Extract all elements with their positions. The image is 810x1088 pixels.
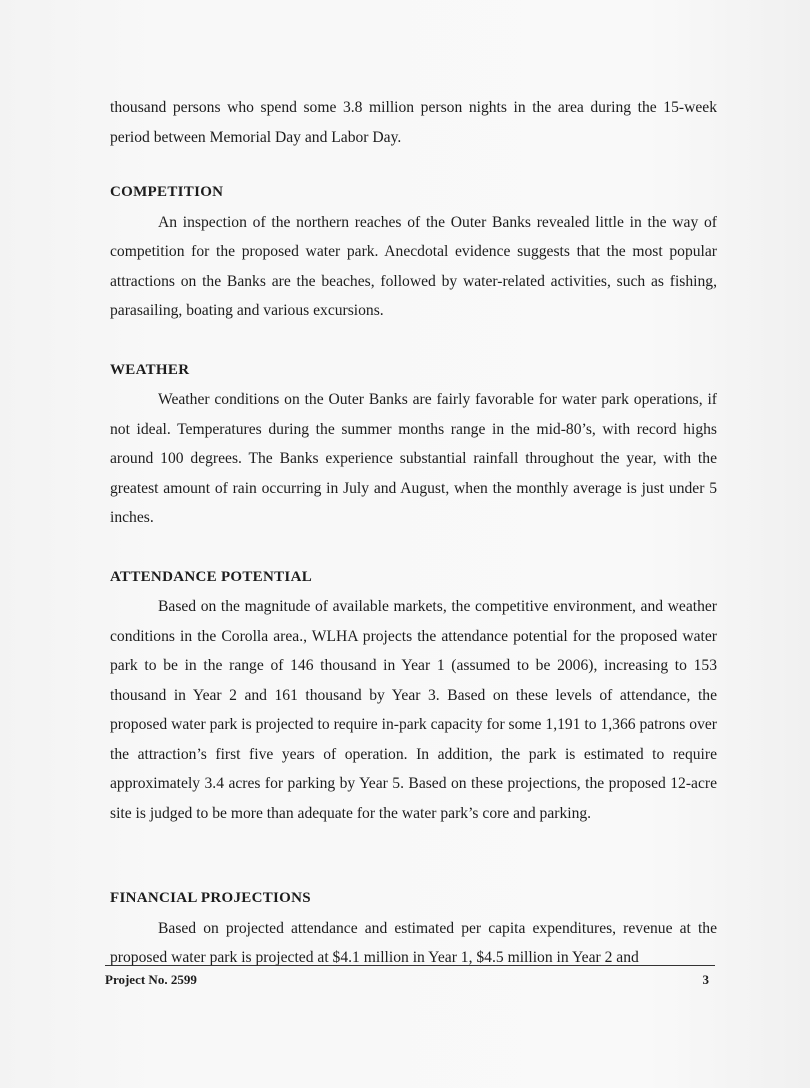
paragraph-weather: Weather conditions on the Outer Banks are fairly favorable for water park operations, if not ideal. Temperatures during the summer months range in the mid-80’s, with record highs around 100 degrees. The Banks experience substantial rainfall throughout the year, with the greatest amount of rain occurring in July and August, when the monthly average is just under 5 inches. — [110, 391, 717, 526]
page-footer — [105, 965, 715, 988]
heading-attendance-potential: ATTENDANCE POTENTIAL — [110, 568, 313, 585]
paragraph-attendance-potential: Based on the magnitude of available markets, the competitive environment, and weather conditions in the Corolla area., WLHA projects the attendance potential for the proposed water park to be in the range of 146 thousand in Year 1 (assumed to be 2006), increasing to 153 thousand in Year 2 and 161 thousand by Year 3. Based on these levels of attendance, the proposed water park is projected to require in-park capacity for some 1,191 to 1,366 patrons over the attraction’s first five years of operation. In addition, the park is estimated to require approximately 3.4 acres for parking by Year 5. Based on these projections, the proposed 12-acre site is judged to be more than adequate for the water park’s core and parking. — [110, 598, 717, 822]
project-number: Project No. 2599 — [105, 972, 197, 987]
heading-weather: WEATHER — [110, 361, 190, 378]
heading-financial-projections: FINANCIAL PROJECTIONS — [110, 890, 311, 906]
heading-competition: COMPETITION — [110, 184, 224, 200]
paragraph-financial-projections: Based on projected attendance and estimated per capita expenditures, revenue at the proposed water park is projected at $4.1 million in Year 1, $4.5 million in Year 2 and — [110, 919, 717, 966]
page-number: 3 — [702, 972, 709, 987]
paragraph-competition: An inspection of the northern reaches of the Outer Banks revealed little in the way of competition for the proposed water park. Anecdotal evidence suggests that the most popular attractions on the Banks are the beaches, followed by water-related activities, such as fishing, parasailing, boating and various excursions. — [110, 213, 717, 319]
intro-paragraph: thousand persons who spend some 3.8 million person nights in the area during the 15-week period between Memorial Day and Labor Day. — [110, 99, 717, 146]
page-content — [110, 93, 717, 973]
